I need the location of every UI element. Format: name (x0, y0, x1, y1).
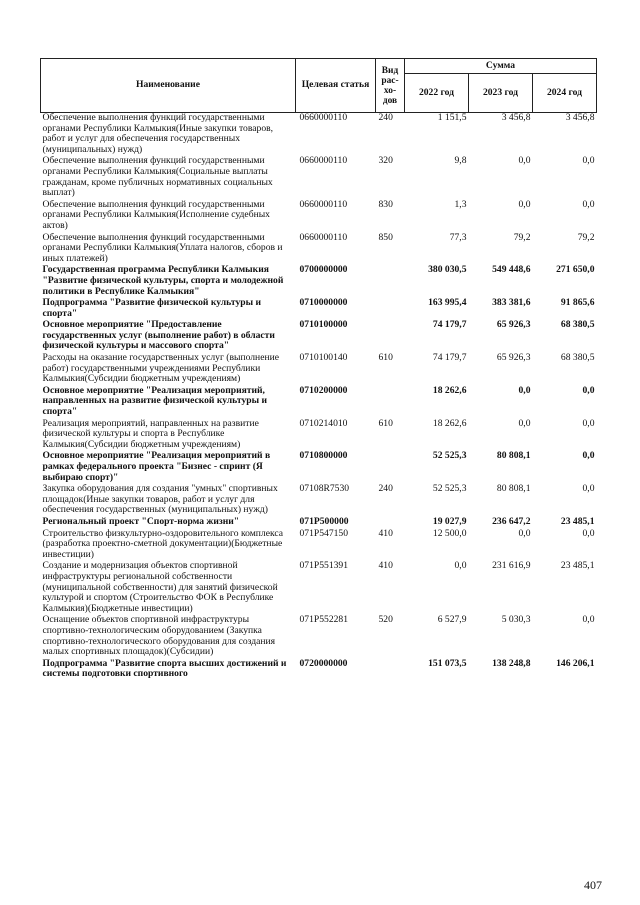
row-vid: 610 (378, 352, 393, 364)
row-value-2024: 0,0 (582, 155, 595, 167)
row-value-2023: 231 616,9 (492, 560, 531, 572)
row-value-2022: 0,0 (454, 560, 467, 572)
row-code: 0660000110 (299, 155, 348, 167)
budget-table (40, 58, 597, 681)
row-value-2022: 52 525,3 (432, 483, 467, 495)
row-value-2023: 236 647,2 (492, 515, 531, 527)
row-name: Обеспечение выполнения функций государственными органами Республики Калмыкия(Социальные выплаты гражданам, кроме публичных нормативных социальных выплат) (42, 155, 273, 199)
row-value-2023: 80 808,1 (496, 483, 531, 495)
header-name: Наименование (41, 59, 296, 113)
table-row (41, 200, 597, 233)
table-row (41, 265, 597, 298)
row-value-2024: 79,2 (577, 231, 595, 243)
row-code: 0710000000 (299, 297, 348, 309)
row-code: 0710214010 (299, 417, 348, 429)
row-value-2022: 6 527,9 (437, 614, 467, 626)
row-value-2023: 0,0 (518, 417, 531, 429)
row-vid: 520 (378, 614, 393, 626)
row-value-2023: 383 381,6 (492, 297, 531, 309)
row-code: 0710100000 (299, 319, 348, 331)
row-value-2022: 12 500,0 (432, 527, 467, 539)
row-vid (376, 517, 405, 529)
table-row (41, 659, 597, 681)
row-value-2024: 0,0 (582, 527, 595, 539)
row-value-2023: 65 926,3 (496, 352, 531, 364)
table-row (41, 419, 597, 452)
row-value-2023: 79,2 (513, 231, 531, 243)
row-code: 071P551391 (299, 560, 349, 572)
table-row (41, 561, 597, 615)
row-code: 071P547150 (299, 527, 349, 539)
row-vid (376, 265, 405, 298)
table-row (41, 320, 597, 353)
row-vid (376, 298, 405, 320)
row-code: 0710800000 (299, 450, 348, 462)
row-value-2023: 0,0 (518, 384, 531, 396)
row-value-2023: 5 030,3 (501, 614, 531, 626)
row-value-2024: 23 485,1 (560, 515, 595, 527)
header-code: Целевая статья (296, 59, 376, 113)
row-name: Оснащение объектов спортивной инфраструктуры спортивно-технологическим оборудованием (Закупка спортивно-технологического оборудования для создания малых спортивных площадок)(Субсидии) (42, 614, 276, 658)
row-value-2022: 19 027,9 (432, 515, 467, 527)
row-value-2022: 163 995,4 (428, 297, 467, 309)
table-row (41, 615, 597, 658)
header-sum: Сумма (405, 59, 597, 74)
header-2024: 2024 год (533, 74, 597, 113)
table-row (41, 484, 597, 517)
row-code: 0660000110 (299, 112, 348, 123)
row-value-2022: 18 262,6 (432, 417, 467, 429)
row-vid: 320 (378, 155, 393, 167)
table-row (41, 517, 597, 529)
row-value-2022: 74 179,7 (432, 352, 467, 364)
row-name: Закупка оборудования для создания "умных" спортивных площадок(Иные закупки товаров, работ и услуг для обеспечения государственных (муниципальных) нужд) (42, 483, 278, 516)
row-value-2023: 0,0 (518, 527, 531, 539)
row-vid: 610 (378, 417, 393, 429)
row-value-2024: 0,0 (582, 417, 595, 429)
row-name: Строительство физкультурно-оздоровительного комплекса (разработка проектно-сметной документации)(Бюджетные инвестиции) (42, 527, 284, 560)
row-value-2024: 0,0 (582, 483, 595, 495)
row-code: 0720000000 (299, 657, 348, 669)
row-value-2022: 380 030,5 (428, 264, 467, 276)
row-value-2024: 68 380,5 (560, 352, 595, 364)
row-value-2024: 68 380,5 (560, 319, 595, 331)
row-name: Обеспечение выполнения функций государственными органами Республики Калмыкия(Уплата налогов, сборов и иных платежей) (42, 231, 283, 264)
row-name: Обеспечение выполнения функций государственными органами Республики Калмыкия(Исполнение судебных актов) (42, 198, 270, 231)
row-code: 0660000110 (299, 198, 348, 210)
header-2022: 2022 год (405, 74, 469, 113)
row-vid: 410 (378, 527, 393, 539)
row-value-2023: 549 448,6 (492, 264, 531, 276)
header-2023: 2023 год (469, 74, 533, 113)
row-name: Основное мероприятие "Предоставление государственных услуг (выполнение работ) в области физической культуры и массового спорта" (42, 319, 275, 352)
header-vid: Вид рас-хо-дов (376, 59, 405, 113)
row-value-2022: 18 262,6 (432, 384, 467, 396)
row-vid: 850 (378, 231, 393, 243)
row-vid: 240 (378, 112, 393, 123)
row-value-2024: 0,0 (582, 198, 595, 210)
row-value-2024: 0,0 (582, 614, 595, 626)
row-name: Основное мероприятие "Реализация мероприятий, направленных на развитие физической культуры и спорта" (42, 384, 268, 418)
row-value-2024: 146 206,1 (556, 657, 595, 669)
table-row (41, 451, 597, 484)
row-code: 071P552281 (299, 614, 349, 626)
row-code: 0660000110 (299, 231, 348, 243)
row-code: 0710200000 (299, 384, 348, 396)
row-code: 0710100140 (299, 352, 348, 364)
row-value-2023: 65 926,3 (496, 319, 531, 331)
row-value-2024: 271 650,0 (556, 264, 595, 276)
row-name: Подпрограмма "Развитие физической культуры и спорта" (42, 297, 262, 319)
row-vid (376, 320, 405, 353)
row-value-2022: 1,3 (454, 198, 467, 210)
row-value-2024: 0,0 (582, 384, 595, 396)
table-row (41, 233, 597, 266)
row-name: Подпрограмма "Развитие спорта высших достижений и системы подготовки спортивного (42, 657, 287, 680)
row-name: Обеспечение выполнения функций государственными органами Республики Калмыкия(Иные закупки товаров, работ и услуг для обеспечения государственных (муниципальных) нужд) (42, 112, 274, 155)
row-vid: 830 (378, 198, 393, 210)
table-row (41, 113, 597, 157)
table-row (41, 298, 597, 320)
row-code: 07108R7530 (299, 483, 350, 495)
table-row (41, 156, 597, 199)
row-name: Создание и модернизация объектов спортивной инфраструктуры региональной собственности (муниципальной собственности) для занятий физической культурой и спортом (Строительство ФОК в Республике Калмыкия)(Бюджетные инвестиции) (42, 560, 278, 614)
row-vid (376, 659, 405, 681)
row-value-2023: 80 808,1 (496, 450, 531, 462)
row-vid: 410 (378, 560, 393, 572)
row-value-2023: 3 456,8 (501, 112, 531, 123)
row-value-2024: 23 485,1 (560, 560, 595, 572)
row-name: Основное мероприятие "Реализация мероприятий в рамках федерального проекта "Бизнес - спринт (Я выбираю спорт)" (42, 450, 271, 483)
table-row (41, 529, 597, 562)
row-name: Государственная программа Республики Калмыкия "Развитие физической культуры, спорта и молодежной политики в Республике Калмыкия" (42, 264, 284, 297)
row-vid (376, 386, 405, 419)
page-number: 407 (584, 878, 602, 892)
row-value-2023: 0,0 (518, 198, 531, 210)
table-row (41, 386, 597, 419)
row-value-2023: 138 248,8 (492, 657, 531, 669)
row-value-2024: 3 456,8 (565, 112, 595, 123)
row-value-2024: 91 865,6 (560, 297, 595, 309)
row-name: Реализация мероприятий, направленных на развитие физической культуры и спорта в Республике Калмыкия(Субсидии бюджетным учреждениям) (42, 417, 259, 450)
row-vid (376, 451, 405, 484)
row-code: 071P500000 (299, 515, 349, 527)
row-value-2024: 0,0 (582, 450, 595, 462)
row-value-2023: 0,0 (518, 155, 531, 167)
document-page (40, 58, 596, 681)
table-row (41, 353, 597, 386)
table-body (41, 113, 597, 681)
row-value-2022: 1 151,5 (437, 112, 467, 123)
row-code: 0700000000 (299, 264, 348, 276)
row-vid: 240 (378, 483, 393, 495)
row-value-2022: 151 073,5 (428, 657, 467, 669)
row-name: Региональный проект "Спорт-норма жизни" (42, 515, 240, 527)
table-header (41, 59, 597, 113)
row-value-2022: 74 179,7 (432, 319, 467, 331)
row-value-2022: 52 525,3 (432, 450, 467, 462)
row-name: Расходы на оказание государственных услуг (выполнение работ) государственными учреждениями Республики Калмыкия(Субсидии бюджетным учреждениям) (42, 352, 279, 385)
row-value-2022: 77,3 (449, 231, 467, 243)
row-value-2022: 9,8 (454, 155, 467, 167)
